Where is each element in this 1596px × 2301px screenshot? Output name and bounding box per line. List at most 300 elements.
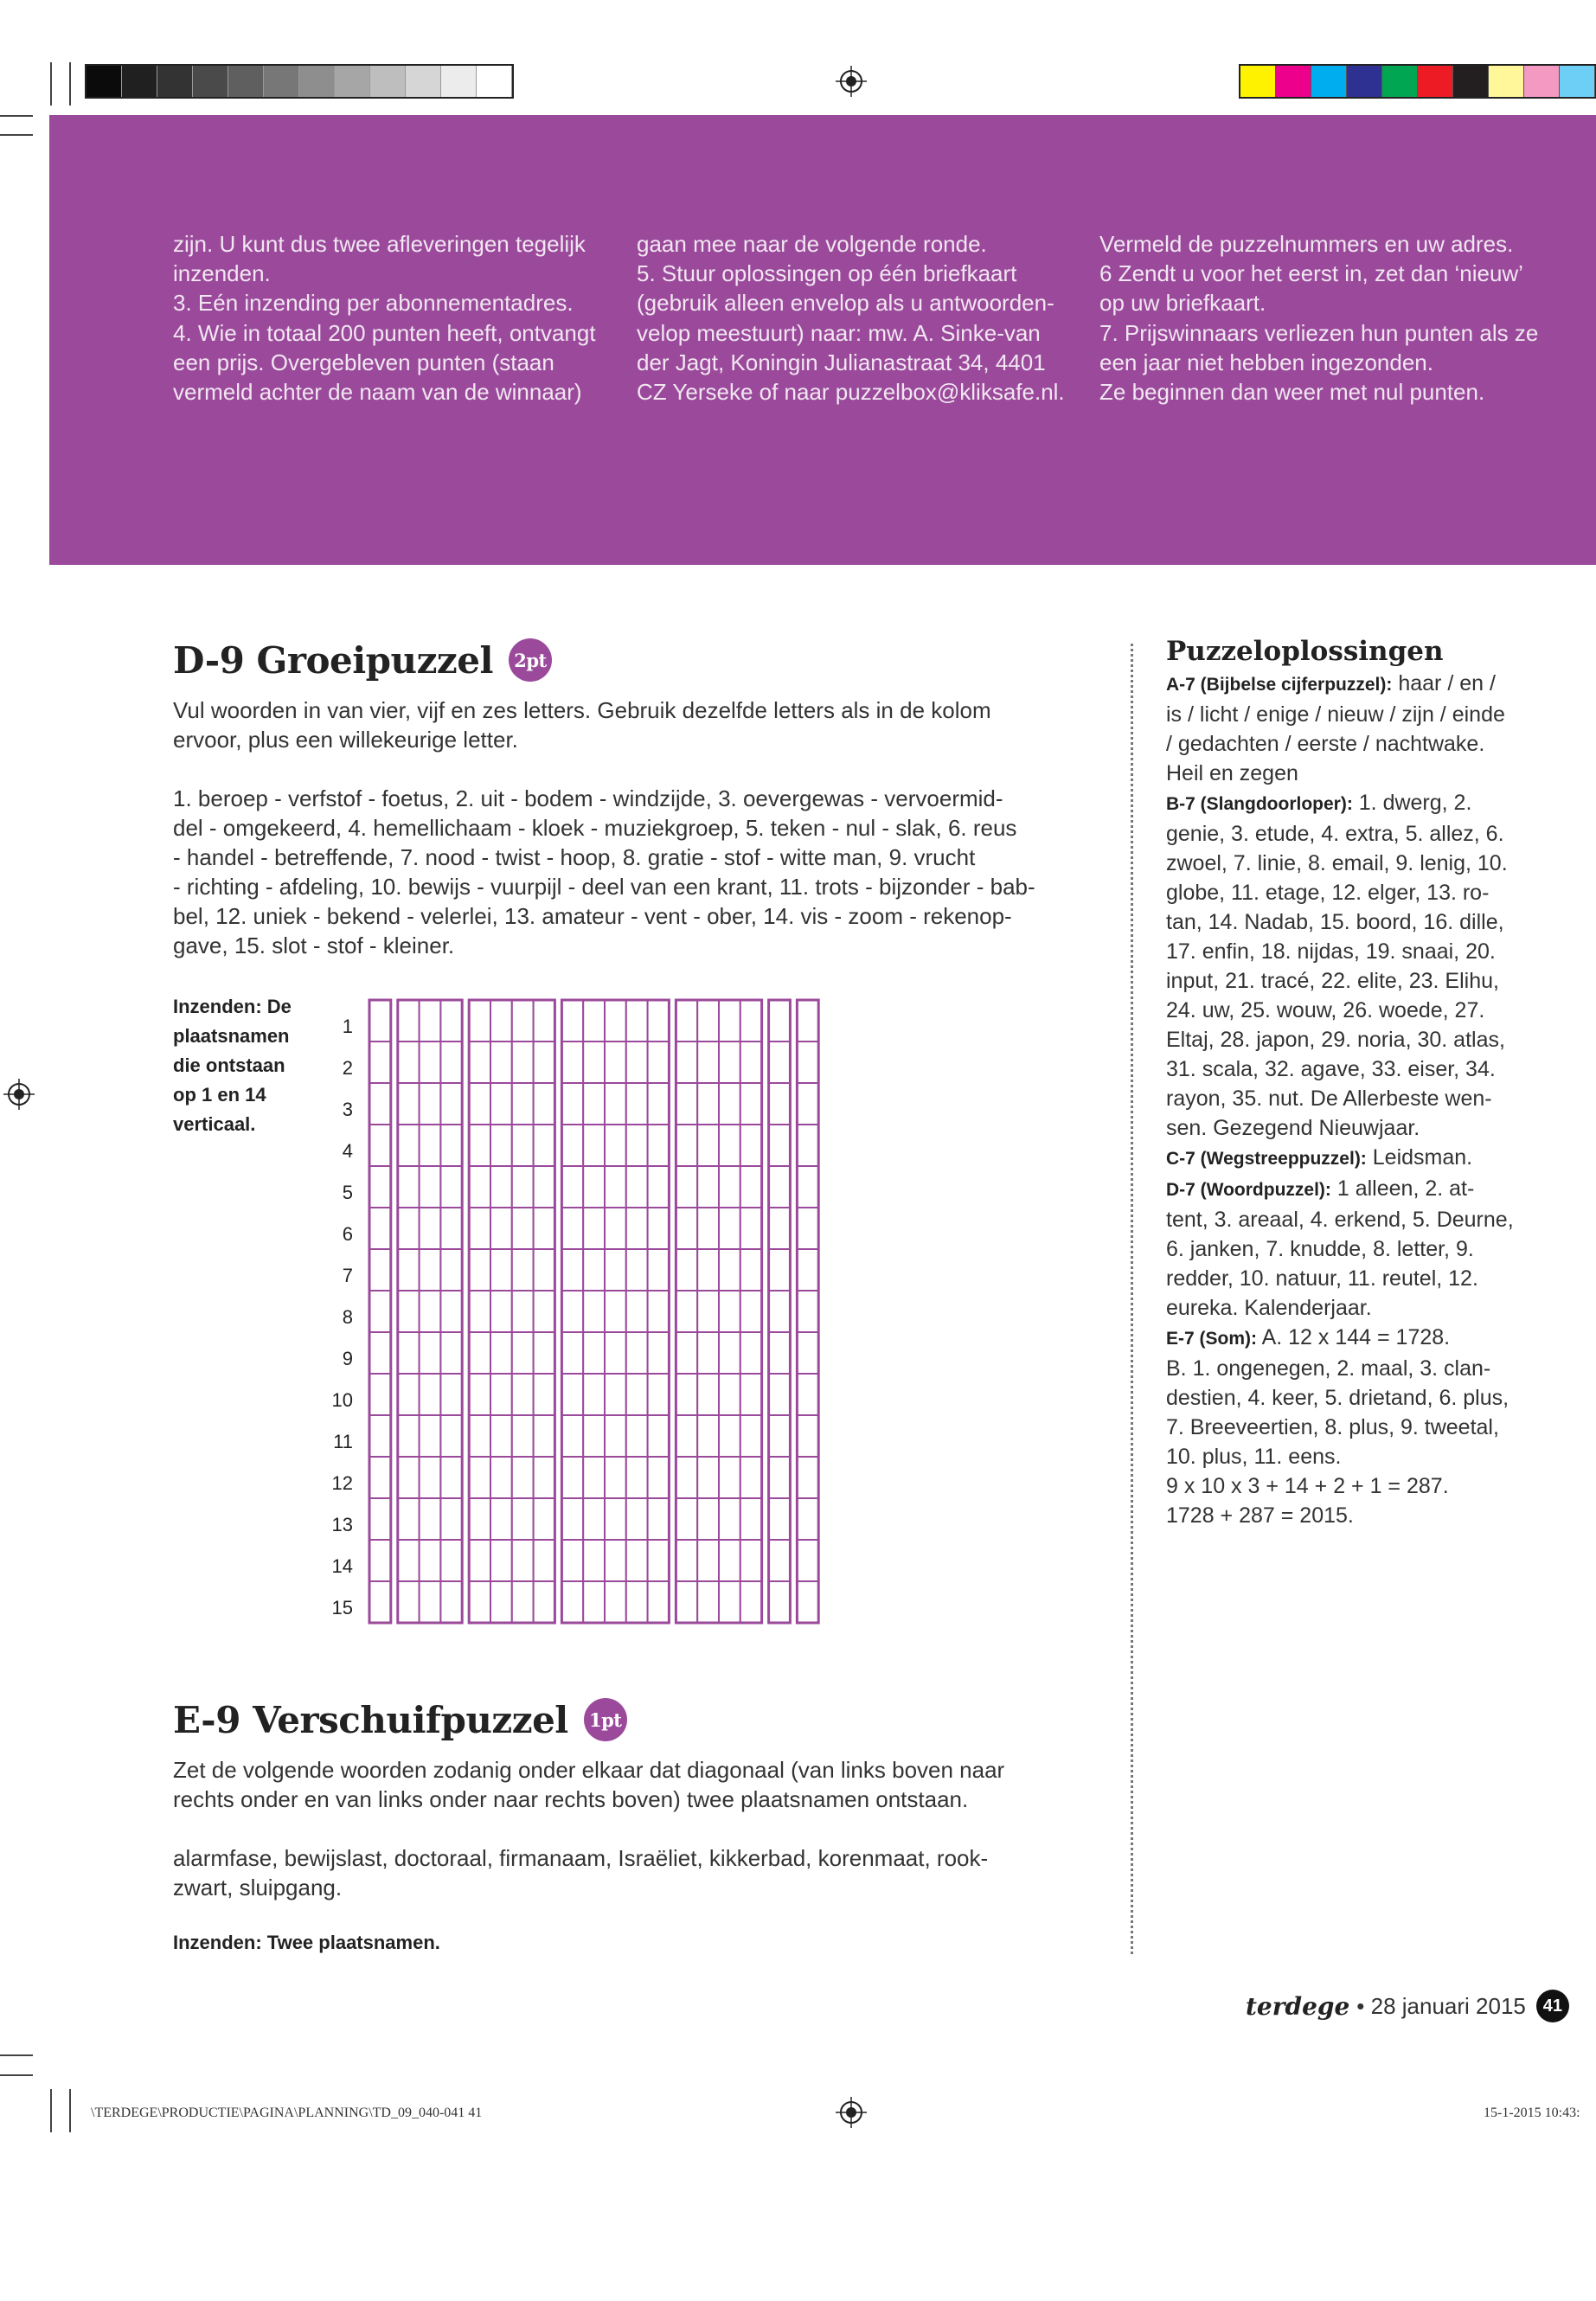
grid-cell[interactable]: [440, 1042, 462, 1083]
grid-cell[interactable]: [626, 1000, 648, 1042]
grid-cell[interactable]: [490, 1249, 512, 1291]
grid-cell[interactable]: [797, 1374, 818, 1415]
grid-cell[interactable]: [398, 1125, 420, 1166]
grid-cell[interactable]: [769, 1042, 791, 1083]
grid-cell[interactable]: [697, 1457, 719, 1498]
grid-cell[interactable]: [490, 1166, 512, 1208]
grid-cell[interactable]: [676, 1125, 697, 1166]
grid-cell[interactable]: [676, 1291, 697, 1332]
grid-cell[interactable]: [561, 1291, 583, 1332]
grid-cell[interactable]: [420, 1083, 441, 1125]
grid-cell[interactable]: [561, 1581, 583, 1623]
grid-cell[interactable]: [440, 1498, 462, 1540]
grid-cell[interactable]: [740, 1208, 762, 1249]
grid-cell[interactable]: [512, 1415, 534, 1457]
grid-cell[interactable]: [398, 1291, 420, 1332]
grid-cell[interactable]: [697, 1083, 719, 1125]
grid-cell[interactable]: [769, 1540, 791, 1581]
grid-cell[interactable]: [740, 1042, 762, 1083]
grid-cell[interactable]: [490, 1125, 512, 1166]
grid-cell[interactable]: [469, 1249, 490, 1291]
grid-cell[interactable]: [719, 1374, 740, 1415]
grid-cell[interactable]: [420, 1581, 441, 1623]
grid-cell[interactable]: [740, 1083, 762, 1125]
grid-cell[interactable]: [398, 1415, 420, 1457]
grid-cell[interactable]: [369, 1166, 391, 1208]
grid-cell[interactable]: [398, 1498, 420, 1540]
color-swatch: [1418, 66, 1453, 97]
grid-cell[interactable]: [697, 1374, 719, 1415]
grid-cell[interactable]: [605, 1125, 626, 1166]
grid-cell[interactable]: [648, 1374, 670, 1415]
grid-cell[interactable]: [719, 1249, 740, 1291]
color-calibration-strip: [1239, 64, 1596, 99]
grid-cell[interactable]: [398, 1000, 420, 1042]
grid-cell[interactable]: [797, 1498, 818, 1540]
grid-cell[interactable]: [490, 1540, 512, 1581]
grid-cell[interactable]: [534, 1083, 555, 1125]
grid-cell[interactable]: [719, 1540, 740, 1581]
puzzle-d9: [173, 638, 1038, 960]
grid-cell[interactable]: [420, 1498, 441, 1540]
grid-cell[interactable]: [697, 1291, 719, 1332]
grid-cell[interactable]: [512, 1083, 534, 1125]
grid-cell[interactable]: [512, 1540, 534, 1581]
grid-cell[interactable]: [369, 1000, 391, 1042]
grid-cell[interactable]: [676, 1581, 697, 1623]
grid-cell[interactable]: [605, 1332, 626, 1374]
grid-cell[interactable]: [561, 1083, 583, 1125]
grid-cell[interactable]: [797, 1415, 818, 1457]
grid-cell[interactable]: [369, 1083, 391, 1125]
grid-cell[interactable]: [440, 1581, 462, 1623]
grid-cell[interactable]: [469, 1415, 490, 1457]
grid-cell[interactable]: [740, 1166, 762, 1208]
grid-cell[interactable]: [561, 1332, 583, 1374]
grid-cell[interactable]: [469, 1332, 490, 1374]
grid-cell[interactable]: [490, 1000, 512, 1042]
grid-cell[interactable]: [534, 1457, 555, 1498]
grid-cell[interactable]: [490, 1291, 512, 1332]
grid-cell[interactable]: [676, 1498, 697, 1540]
grid-cell[interactable]: [676, 1374, 697, 1415]
grid-cell[interactable]: [626, 1457, 648, 1498]
grid-cell[interactable]: [648, 1291, 670, 1332]
grid-cell[interactable]: [605, 1540, 626, 1581]
grid-cell[interactable]: [719, 1498, 740, 1540]
grid-cell[interactable]: [534, 1581, 555, 1623]
grid-cell[interactable]: [740, 1249, 762, 1291]
grid-cell[interactable]: [797, 1457, 818, 1498]
grid-cell[interactable]: [583, 1457, 605, 1498]
grid-cell[interactable]: [490, 1415, 512, 1457]
grid-cell[interactable]: [490, 1332, 512, 1374]
grid-cell[interactable]: [561, 1166, 583, 1208]
grid-cell[interactable]: [512, 1457, 534, 1498]
grid-cell[interactable]: [769, 1374, 791, 1415]
grid-cell[interactable]: [797, 1208, 818, 1249]
grid-cell[interactable]: [769, 1581, 791, 1623]
grid-cell[interactable]: [719, 1125, 740, 1166]
grid-cell[interactable]: [420, 1457, 441, 1498]
grid-cell[interactable]: [797, 1249, 818, 1291]
grid-cell[interactable]: [420, 1374, 441, 1415]
grid-cell[interactable]: [648, 1000, 670, 1042]
grid-cell[interactable]: [605, 1208, 626, 1249]
grid-cell[interactable]: [648, 1125, 670, 1166]
grid-cell[interactable]: [512, 1581, 534, 1623]
grid-cell[interactable]: [440, 1415, 462, 1457]
crop-mark: [50, 2089, 52, 2132]
grid-cell[interactable]: [512, 1291, 534, 1332]
grid-cell[interactable]: [469, 1208, 490, 1249]
grid-cell[interactable]: [740, 1125, 762, 1166]
grid-cell[interactable]: [626, 1249, 648, 1291]
grid-cell[interactable]: [648, 1042, 670, 1083]
grid-cell[interactable]: [440, 1291, 462, 1332]
row-number: 10: [331, 1389, 353, 1411]
grid-cell[interactable]: [583, 1166, 605, 1208]
grid-cell[interactable]: [648, 1332, 670, 1374]
grid-cell[interactable]: [797, 1083, 818, 1125]
grid-cell[interactable]: [469, 1581, 490, 1623]
grid-cell[interactable]: [490, 1208, 512, 1249]
grid-cell[interactable]: [534, 1291, 555, 1332]
grid-cell[interactable]: [512, 1000, 534, 1042]
grid-cell[interactable]: [648, 1166, 670, 1208]
grid-cell[interactable]: [534, 1208, 555, 1249]
grid-cell[interactable]: [583, 1208, 605, 1249]
grid-cell[interactable]: [583, 1581, 605, 1623]
grid-cell[interactable]: [626, 1083, 648, 1125]
grid-cell[interactable]: [605, 1291, 626, 1332]
grid-cell[interactable]: [769, 1415, 791, 1457]
grid-cell[interactable]: [440, 1457, 462, 1498]
grid-cell[interactable]: [719, 1581, 740, 1623]
grid-cell[interactable]: [769, 1249, 791, 1291]
grid-cell[interactable]: [583, 1332, 605, 1374]
grid-cell[interactable]: [797, 1581, 818, 1623]
grid-cell[interactable]: [583, 1374, 605, 1415]
grid-cell[interactable]: [369, 1415, 391, 1457]
grid-cell[interactable]: [605, 1457, 626, 1498]
grid-cell[interactable]: [420, 1125, 441, 1166]
grid-cell[interactable]: [697, 1125, 719, 1166]
grid-cell[interactable]: [534, 1042, 555, 1083]
grid-cell[interactable]: [769, 1208, 791, 1249]
grid-cell[interactable]: [512, 1208, 534, 1249]
grid-cell[interactable]: [740, 1374, 762, 1415]
grid-cell[interactable]: [512, 1498, 534, 1540]
grid-cell[interactable]: [676, 1457, 697, 1498]
grid-cell[interactable]: [769, 1166, 791, 1208]
grid-cell[interactable]: [398, 1166, 420, 1208]
grid-cell[interactable]: [398, 1083, 420, 1125]
grid-cell[interactable]: [697, 1000, 719, 1042]
grid-cell[interactable]: [583, 1083, 605, 1125]
grid-cell[interactable]: [534, 1000, 555, 1042]
grid-cell[interactable]: [676, 1083, 697, 1125]
registration-mark-icon: [3, 1079, 35, 1110]
grey-swatch: [370, 66, 406, 97]
grid-cell[interactable]: [740, 1291, 762, 1332]
grid-cell[interactable]: [440, 1083, 462, 1125]
grid-cell[interactable]: [719, 1208, 740, 1249]
grid-cell[interactable]: [369, 1042, 391, 1083]
grid-cell[interactable]: [420, 1000, 441, 1042]
grid-cell[interactable]: [626, 1291, 648, 1332]
grid-cell[interactable]: [398, 1374, 420, 1415]
grid-cell[interactable]: [512, 1125, 534, 1166]
grid-cell[interactable]: [719, 1332, 740, 1374]
grid-cell[interactable]: [534, 1332, 555, 1374]
grid-cell[interactable]: [369, 1540, 391, 1581]
grid-cell[interactable]: [769, 1332, 791, 1374]
grid-cell[interactable]: [469, 1166, 490, 1208]
grid-cell[interactable]: [797, 1166, 818, 1208]
grid-cell[interactable]: [676, 1415, 697, 1457]
grid-cell[interactable]: [490, 1042, 512, 1083]
grid-cell[interactable]: [398, 1208, 420, 1249]
grid-cell[interactable]: [626, 1581, 648, 1623]
grid-cell[interactable]: [648, 1415, 670, 1457]
grid-cell[interactable]: [398, 1540, 420, 1581]
grid-cell[interactable]: [534, 1249, 555, 1291]
grid-cell[interactable]: [676, 1166, 697, 1208]
grid-cell[interactable]: [534, 1540, 555, 1581]
grid-cell[interactable]: [769, 1083, 791, 1125]
grid-cell[interactable]: [369, 1374, 391, 1415]
solutions-column: Puzzeloplossingen A-7 (Bijbelse cijferpuzzel): haar / en / is / licht / enige / nieuw / zijn / einde / gedachten / eerste / nachtwake. Heil en zegen B-7 (Slangdoorloper): 1. dwerg, 2. genie, 3. etude, 4. extra, 5. allez, 6. zwoel, 7. linie, 8. email, 9. lenig, 10. globe, 11. etage, 12. elger, 13. ro- tan, 14. Nadab, 15. boord, 16. dille, 17. enfin, 18. nijdas, 19. snaai, 20. input, 21. tracé, 22. elite, 23. Elihu, 24. uw, 25. wouw, 26. woede, 27. Eltaj, 28. japon, 29. noria, 30. atlas, 31. scala, 32. agave, 33. eiser, 34. rayon, 35. nut. De Allerbeste wen- sen. Gezegend Nieuwjaar. C-7 (Wegstreeppuzzel): Leidsman. D-7 (Woordpuzzel): 1 alleen, 2. at- tent, 3. areaal, 4. erkend, 5. Deurne, 6. janken, 7. knudde, 8. letter, 9. redder, 10. natuur, 11. reutel, 12. eureka. Kalenderjaar. E-7 (Som): A. 12 x 144 = 1728. B. 1. ongenegen, 2. maal, 3. clan- destien, 4. keer, 5. drietand, 6. plus, 7. Breeveertien, 8. plus, 9. tweetal, 10. plus, 11. eens. 9 x 10 x 3 + 14 + 2 + 1 = 287. 1728 + 287 = 2015.: [1166, 636, 1538, 1530]
grid-cell[interactable]: [697, 1208, 719, 1249]
grid-cell[interactable]: [534, 1415, 555, 1457]
grid-cell[interactable]: [369, 1581, 391, 1623]
grid-cell[interactable]: [420, 1291, 441, 1332]
grid-cell[interactable]: [697, 1581, 719, 1623]
grid-cell[interactable]: [697, 1540, 719, 1581]
grid-cell[interactable]: [440, 1208, 462, 1249]
grid-cell[interactable]: [605, 1374, 626, 1415]
grid-cell[interactable]: [534, 1125, 555, 1166]
grid-cell[interactable]: [512, 1249, 534, 1291]
grid-cell[interactable]: [797, 1540, 818, 1581]
grid-cell[interactable]: [398, 1042, 420, 1083]
grid-cell[interactable]: [676, 1042, 697, 1083]
grid-cell[interactable]: [440, 1000, 462, 1042]
grid-cell[interactable]: [769, 1000, 791, 1042]
grid-cell[interactable]: [605, 1000, 626, 1042]
grid-cell[interactable]: [469, 1540, 490, 1581]
solution-b7: B-7 (Slangdoorloper): 1. dwerg, 2.: [1166, 791, 1472, 815]
grid-cell[interactable]: [648, 1083, 670, 1125]
grid-cell[interactable]: [512, 1332, 534, 1374]
grid-cell[interactable]: [440, 1125, 462, 1166]
grid-cell[interactable]: [626, 1166, 648, 1208]
grid-cell[interactable]: [648, 1249, 670, 1291]
grid-cell[interactable]: [369, 1332, 391, 1374]
grid-cell[interactable]: [490, 1581, 512, 1623]
grid-cell[interactable]: [583, 1291, 605, 1332]
grid-cell[interactable]: [797, 1332, 818, 1374]
grid-cell[interactable]: [583, 1125, 605, 1166]
grid-cell[interactable]: [797, 1000, 818, 1042]
grid-cell[interactable]: [769, 1291, 791, 1332]
grid-cell[interactable]: [797, 1042, 818, 1083]
grid-cell[interactable]: [697, 1332, 719, 1374]
grid-cell[interactable]: [512, 1374, 534, 1415]
grid-cell[interactable]: [769, 1457, 791, 1498]
grid-cell[interactable]: [534, 1166, 555, 1208]
grid-cell[interactable]: [583, 1042, 605, 1083]
grid-cell[interactable]: [797, 1291, 818, 1332]
grid-cell[interactable]: [626, 1125, 648, 1166]
grid-cell[interactable]: [512, 1166, 534, 1208]
grid-cell[interactable]: [719, 1000, 740, 1042]
grid-cell[interactable]: [583, 1415, 605, 1457]
grid-cell[interactable]: [490, 1374, 512, 1415]
grid-cell[interactable]: [490, 1457, 512, 1498]
grid-cell[interactable]: [719, 1415, 740, 1457]
grid-cell[interactable]: [469, 1083, 490, 1125]
grid-cell[interactable]: [420, 1332, 441, 1374]
grid-cell[interactable]: [605, 1498, 626, 1540]
grid-cell[interactable]: [420, 1415, 441, 1457]
grid-cell[interactable]: [583, 1498, 605, 1540]
grid-cell[interactable]: [398, 1457, 420, 1498]
grid-cell[interactable]: [469, 1125, 490, 1166]
grid-cell[interactable]: [561, 1540, 583, 1581]
grid-cell[interactable]: [440, 1249, 462, 1291]
grid-cell[interactable]: [398, 1249, 420, 1291]
grid-cell[interactable]: [583, 1249, 605, 1291]
grid-cell[interactable]: [440, 1166, 462, 1208]
grid-cell[interactable]: [697, 1415, 719, 1457]
grid-cell[interactable]: [469, 1000, 490, 1042]
grid-cell[interactable]: [648, 1540, 670, 1581]
grid-cell[interactable]: [626, 1042, 648, 1083]
grid-cell[interactable]: [420, 1249, 441, 1291]
grid-cell[interactable]: [369, 1457, 391, 1498]
grid-cell[interactable]: [769, 1498, 791, 1540]
grid-cell[interactable]: [740, 1457, 762, 1498]
grid-cell[interactable]: [626, 1208, 648, 1249]
grid-cell[interactable]: [740, 1498, 762, 1540]
grid-cell[interactable]: [469, 1457, 490, 1498]
grid-cell[interactable]: [626, 1540, 648, 1581]
grid-cell[interactable]: [605, 1249, 626, 1291]
grid-cell[interactable]: [676, 1000, 697, 1042]
grid-cell[interactable]: [719, 1457, 740, 1498]
grid-cell[interactable]: [561, 1125, 583, 1166]
grid-cell[interactable]: [648, 1457, 670, 1498]
grid-cell[interactable]: [719, 1042, 740, 1083]
grid-cell[interactable]: [420, 1208, 441, 1249]
grid-cell[interactable]: [469, 1374, 490, 1415]
grid-cell[interactable]: [420, 1166, 441, 1208]
grid-cell[interactable]: [697, 1498, 719, 1540]
grid-cell[interactable]: [740, 1000, 762, 1042]
grid-cell[interactable]: [561, 1249, 583, 1291]
grid-cell[interactable]: [648, 1581, 670, 1623]
grid-cell[interactable]: [626, 1415, 648, 1457]
grid-cell[interactable]: [534, 1374, 555, 1415]
grid-cell[interactable]: [605, 1581, 626, 1623]
grid-cell[interactable]: [740, 1415, 762, 1457]
grid-cell[interactable]: [420, 1540, 441, 1581]
grid-cell[interactable]: [697, 1042, 719, 1083]
grid-cell[interactable]: [369, 1498, 391, 1540]
grid-cell[interactable]: [769, 1125, 791, 1166]
grid-cell[interactable]: [605, 1083, 626, 1125]
grid-cell[interactable]: [490, 1498, 512, 1540]
grid-cell[interactable]: [561, 1498, 583, 1540]
grid-cell[interactable]: [648, 1498, 670, 1540]
color-swatch: [1311, 66, 1347, 97]
grid-cell[interactable]: [440, 1374, 462, 1415]
grid-cell[interactable]: [648, 1208, 670, 1249]
grid-cell[interactable]: [626, 1374, 648, 1415]
puzzle-title: E-9 Verschuifpuzzel 1pt: [173, 1698, 1038, 1741]
grid-cell[interactable]: [534, 1498, 555, 1540]
grid-cell[interactable]: [583, 1000, 605, 1042]
grid-cell[interactable]: [561, 1457, 583, 1498]
grey-swatch: [122, 66, 157, 97]
points-badge: 1pt: [584, 1698, 627, 1741]
grid-cell[interactable]: [605, 1042, 626, 1083]
grid-cell[interactable]: [369, 1249, 391, 1291]
grid-cell[interactable]: [583, 1540, 605, 1581]
registration-mark-icon: [836, 66, 867, 97]
grid-cell[interactable]: [369, 1291, 391, 1332]
grid-cell[interactable]: [369, 1125, 391, 1166]
grid-cell[interactable]: [469, 1498, 490, 1540]
grid-cell[interactable]: [719, 1166, 740, 1208]
grid-cell[interactable]: [740, 1581, 762, 1623]
grid-cell[interactable]: [561, 1374, 583, 1415]
grid-cell[interactable]: [440, 1540, 462, 1581]
grid-cell[interactable]: [398, 1581, 420, 1623]
grid-cell[interactable]: [398, 1332, 420, 1374]
grid-cell[interactable]: [697, 1166, 719, 1208]
grid-cell[interactable]: [719, 1291, 740, 1332]
grid-cell[interactable]: [561, 1000, 583, 1042]
grid-cell[interactable]: [626, 1332, 648, 1374]
grid-cell[interactable]: [490, 1083, 512, 1125]
grid-cell[interactable]: [626, 1498, 648, 1540]
grid-cell[interactable]: [676, 1208, 697, 1249]
grid-cell[interactable]: [512, 1042, 534, 1083]
grid-cell[interactable]: [469, 1291, 490, 1332]
grid-cell[interactable]: [605, 1166, 626, 1208]
grid-cell[interactable]: [369, 1208, 391, 1249]
grid-cell[interactable]: [740, 1332, 762, 1374]
grey-swatch: [228, 66, 264, 97]
grid-cell[interactable]: [740, 1540, 762, 1581]
grid-cell[interactable]: [719, 1083, 740, 1125]
grid-cell[interactable]: [469, 1042, 490, 1083]
grid-cell[interactable]: [561, 1208, 583, 1249]
grid-cell[interactable]: [420, 1042, 441, 1083]
grid-cell[interactable]: [561, 1415, 583, 1457]
grid-cell[interactable]: [676, 1540, 697, 1581]
grid-cell[interactable]: [697, 1249, 719, 1291]
grid-cell[interactable]: [605, 1415, 626, 1457]
grid-cell[interactable]: [440, 1332, 462, 1374]
grid-cell[interactable]: [797, 1125, 818, 1166]
grid-cell[interactable]: [676, 1332, 697, 1374]
grid-cell[interactable]: [561, 1042, 583, 1083]
grid-cell[interactable]: [676, 1249, 697, 1291]
